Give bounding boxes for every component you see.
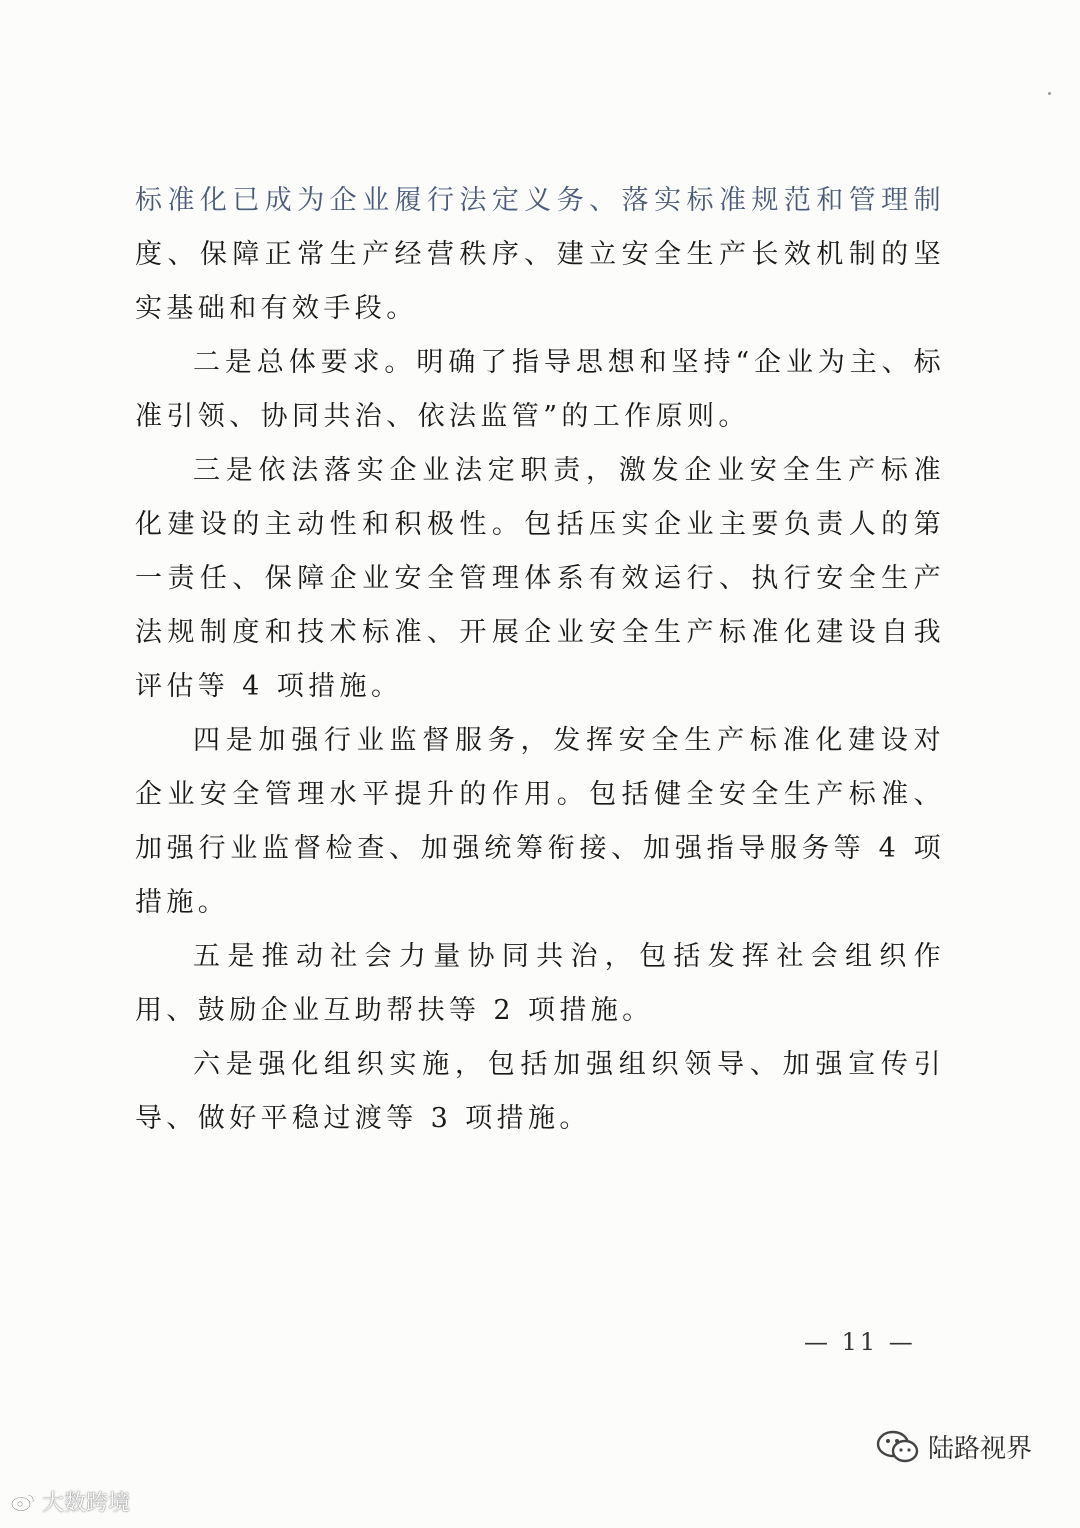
weibo-style-logo-icon	[10, 1492, 36, 1512]
watermark-right-text: 陆路视界	[928, 1434, 1033, 1464]
wechat-icon	[876, 1430, 920, 1464]
paragraph-item-6: 六是强化组织实施，包括加强组织领导、加强宣传引导、做好平稳过渡等 3 项措施。	[135, 1049, 945, 1134]
watermark-right	[876, 1428, 1032, 1465]
paragraph-continuation: 标准化已成为企业履行法定义务、落实标准规范和管理制度、保障正常生产经营秩序、建立安全生产长效机制的坚实基础和有效手段。	[135, 185, 945, 324]
scan-speck	[1048, 92, 1051, 95]
watermark-left-text: 大数跨境	[42, 1491, 131, 1516]
page-number: — 11 —	[804, 1328, 916, 1356]
watermark-left	[10, 1486, 130, 1517]
paragraph-item-4: 四是加强行业监督服务，发挥安全生产标准化建设对企业安全管理水平提升的作用。包括健全安全生产标准、加强行业监督检查、加强统筹衔接、加强指导服务等 4 项措施。	[135, 725, 945, 918]
paragraph-item-3: 三是依法落实企业法定职责，激发企业安全生产标准化建设的主动性和积极性。包括压实企业主要负责人的第一责任、保障企业安全管理体系有效运行、执行安全生产法规制度和技术标准、开展企业安全生产标准化建设自我评估等 4 项措施。	[135, 455, 945, 702]
paragraph-item-2: 二是总体要求。明确了指导思想和坚持“企业为主、标准引领、协同共治、依法监管”的工作原则。	[135, 347, 945, 432]
paragraph-item-5: 五是推动社会力量协同共治，包括发挥社会组织作用、鼓励企业互助帮扶等 2 项措施。	[135, 941, 945, 1026]
body-text	[135, 174, 945, 1146]
